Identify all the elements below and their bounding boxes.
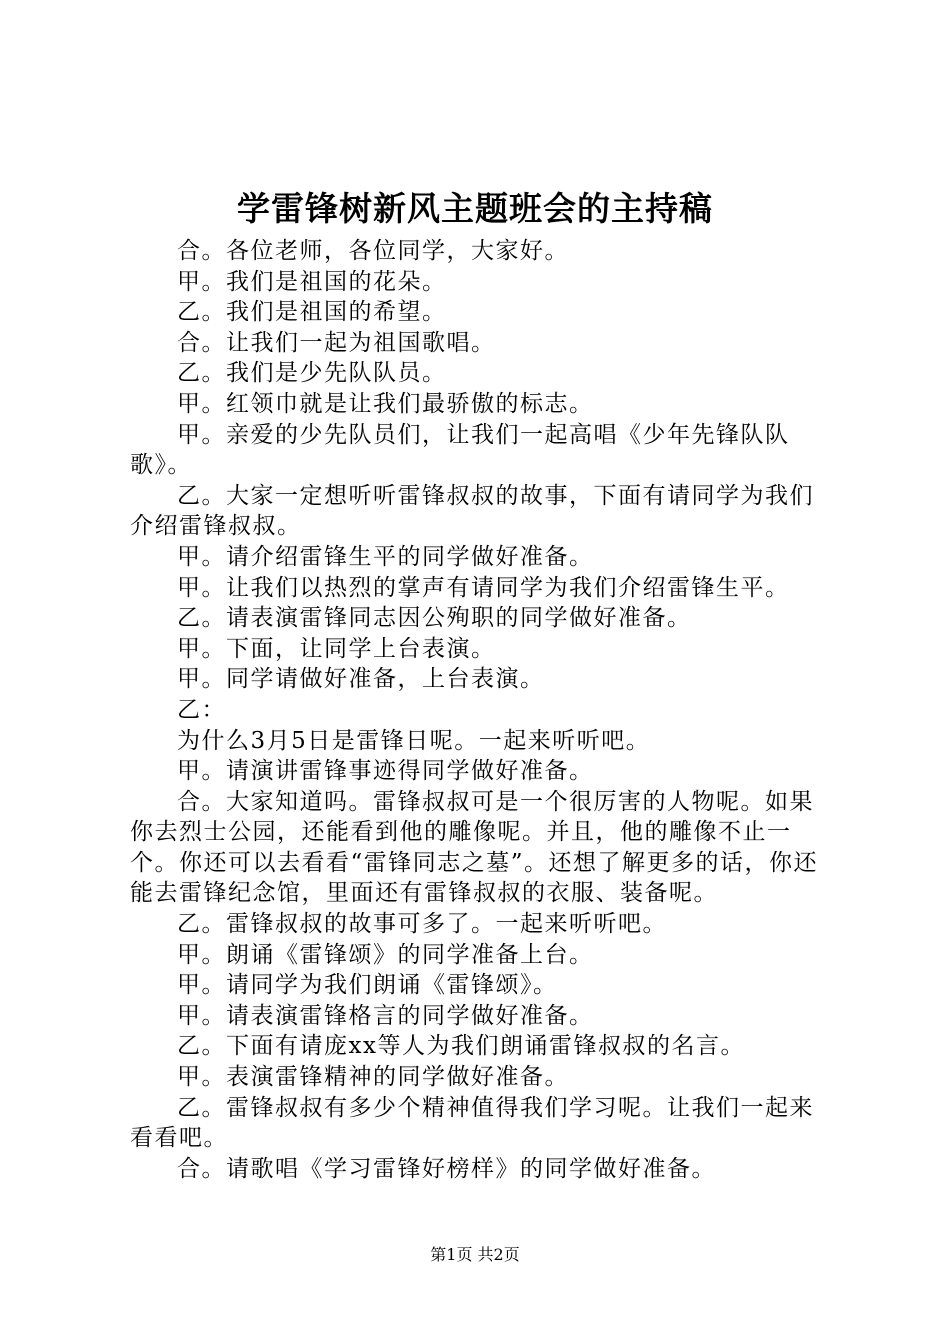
paragraph: 合。大家知道吗。雷锋叔叔可是一个很厉害的人物呢。如果你去烈士公园，还能看到他的雕像呢。并且，他的雕像不止一个。你还可以去看看“雷锋同志之墓”。还想了解更多的话，你还能去雷锋纪念馆，里面还有雷锋叔叔的衣服、装备呢。 [130, 788, 819, 907]
paragraph: 乙。大家一定想听听雷锋叔叔的故事，下面有请同学为我们介绍雷锋叔叔。 [130, 482, 814, 540]
paragraph: 甲。表演雷锋精神的同学做好准备。 [177, 1064, 569, 1091]
paragraph: 乙。我们是祖国的希望。 [177, 299, 447, 326]
paragraph: 甲。请表演雷锋格言的同学做好准备。 [177, 1002, 594, 1029]
paragraph: 乙。雷锋叔叔的故事可多了。一起来听听吧。 [177, 911, 667, 938]
paragraph: 甲。朗诵《雷锋颂》的同学准备上台。 [177, 941, 594, 968]
paragraph: 合。请歌唱《学习雷锋好榜样》的同学做好准备。 [177, 1155, 716, 1182]
paragraph: 甲。请介绍雷锋生平的同学做好准备。 [177, 543, 594, 570]
document-title: 学雷锋树新风主题班会的主持稿 [237, 189, 713, 228]
paragraph: 合。让我们一起为祖国歌唱。 [177, 329, 496, 356]
paragraph: 乙。雷锋叔叔有多少个精神值得我们学习呢。让我们一起来看看吧。 [130, 1094, 814, 1152]
paragraph: 甲。红领巾就是让我们最骄傲的标志。 [177, 390, 594, 417]
paragraph: 甲。我们是祖国的花朵。 [177, 268, 447, 295]
paragraph: 甲。请演讲雷锋事迹得同学做好准备。 [177, 758, 594, 785]
paragraph: 甲。同学请做好准备，上台表演。 [177, 666, 545, 693]
page-number-footer: 第1页 共2页 [430, 1245, 520, 1264]
paragraph: 乙。下面有请庞xx等人为我们朗诵雷锋叔叔的名言。 [177, 1033, 745, 1060]
paragraph: 为什么3月5日是雷锋日呢。一起来听听吧。 [177, 727, 651, 754]
paragraph: 乙。我们是少先队队员。 [177, 360, 447, 387]
paragraph: 甲。下面，让同学上台表演。 [177, 635, 496, 662]
document-body [130, 236, 834, 1184]
paragraph: 合。各位老师，各位同学，大家好。 [177, 238, 569, 264]
paragraph: 甲。亲爱的少先队员们，让我们一起高唱《少年先锋队队歌》。 [130, 421, 790, 479]
paragraph: 甲。让我们以热烈的掌声有请同学为我们介绍雷锋生平。 [177, 574, 790, 601]
paragraph: 乙。请表演雷锋同志因公殉职的同学做好准备。 [177, 605, 692, 632]
paragraph: 甲。请同学为我们朗诵《雷锋颂》。 [177, 972, 558, 999]
paragraph: 乙： [177, 696, 226, 723]
